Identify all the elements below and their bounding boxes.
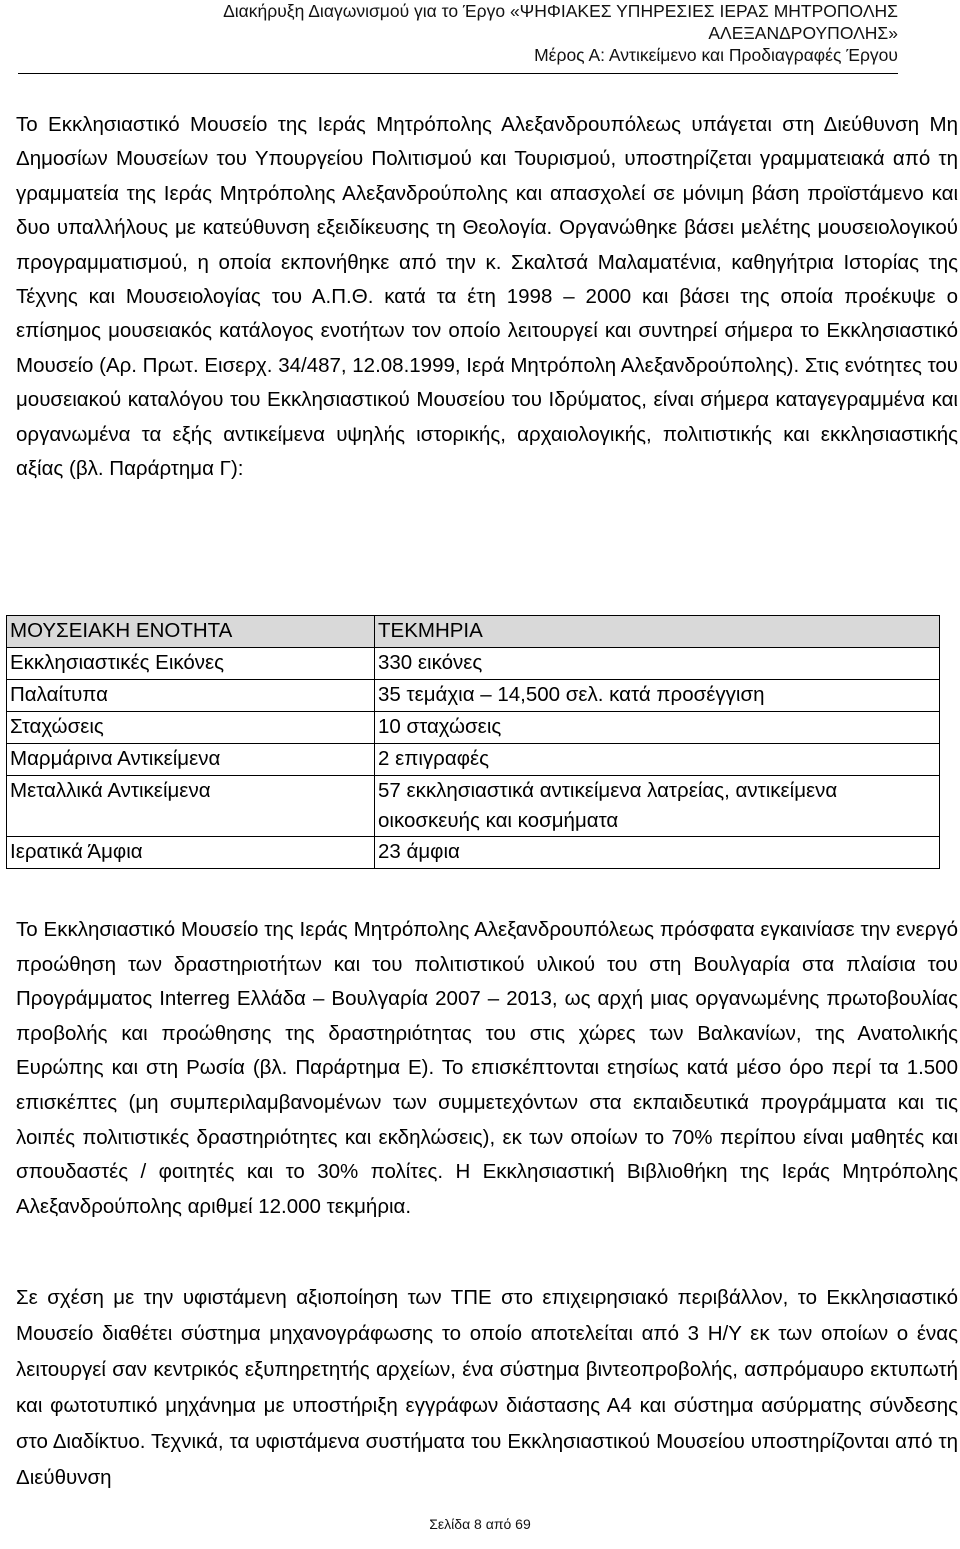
header-title-line-1: Διακήρυξη Διαγωνισμού για το Έργο «ΨΗΦΙΑΚΕΣ ΥΠΗΡΕΣΙΕΣ ΙΕΡΑΣ ΜΗΤΡΟΠΟΛΗΣ (223, 1, 898, 21)
table-cell-items: 35 τεμάχια – 14,500 σελ. κατά προσέγγιση (375, 680, 940, 712)
table-cell-items: 330 εικόνες (375, 648, 940, 680)
table-cell-unit: Ιερατικά Άμφια (7, 837, 375, 869)
page-header (18, 0, 898, 66)
table-cell-unit: Σταχώσεις (7, 712, 375, 744)
table-row (7, 680, 940, 712)
page-number-footer: Σελίδα 8 από 69 (429, 1516, 531, 1532)
table-row (7, 648, 940, 680)
paragraph-ict-infrastructure: Σε σχέση με την υφιστάμενη αξιοποίηση των ΤΠΕ στο επιχειρησιακό περιβάλλον, το Εκκλησιαστικό Μουσείο διαθέτει σύστημα μηχανογράφωσης το οποίο αποτελείται από 3 Η/Υ εκ των οποίων ο ένας λειτουργεί σαν κεντρικός εξυπηρετητής αρχείων, ένα σύστημα βιντεοπροβολής, ασπρόμαυρο εκτυπωτή και φωτοτυπικό μηχάνημα με υποστήριξη εγγράφων διάστασης Α4 και σύστημα ασύρματης σύνδεσης στο Διαδίκτυο. Τεχνικά, τα υφιστάμενα συστήματα του Εκκλησιαστικού Μουσείου υποστηρίζονται από τη Διεύθυνση (16, 1286, 958, 1489)
table-cell-items: 10 σταχώσεις (375, 712, 940, 744)
table-cell-unit: Παλαίτυπα (7, 680, 375, 712)
table-row (7, 712, 940, 744)
table-row (7, 837, 940, 869)
table-cell-unit: Μαρμάρινα Αντικείμενα (7, 744, 375, 776)
paragraph-museum-overview: Το Εκκλησιαστικό Μουσείο της Ιεράς Μητρόπολης Αλεξανδρουπόλεως υπάγεται στη Διεύθυνση Μη Δημοσίων Μουσείων του Υπουργείου Πολιτισμού και Τουρισμού, υποστηρίζεται γραμματειακά από τη γραμματεία της Ιεράς Μητρόπολης Αλεξανδρούπολης και απασχολεί σε μόνιμη βάση προϊστάμενο και δυο υπαλλήλους με κατεύθυνση εξειδίκευσης τη Θεολογία. Οργανώθηκε βάσει μελέτης μουσειολογικού προγραμματισμού, η οποία εκπονήθηκε από την κ. Σκαλτσά Μαλαματένια, καθηγήτρια Ιστορίας της Τέχνης και Μουσειολογίας του Α.Π.Θ. κατά τα έτη 1998 – 2000 και βάσει της οποία προέκυψε ο επίσημος μουσειακός κατάλογος ενοτήτων τον οποίο λειτουργεί και συντηρεί σήμερα το Εκκλησιαστικό Μουσείο (Αρ. Πρωτ. Εισερχ. 34/487, 12.08.1999, Ιερά Μητρόπολη Αλεξανδρούπολης). Στις ενότητες του μουσειακού καταλόγου του Εκκλησιαστικού Μουσείου του Ιδρύματος, είναι σήμερα καταγεγραμμένα και οργανωμένα τα εξής αντικείμενα υψηλής ιστορικής, αρχαιολογικής, πολιτιστικής και εκκλησιαστικής αξίας (βλ. Παράρτημα Γ): (16, 113, 958, 481)
column-header-unit: ΜΟΥΣΕΙΑΚΗ ΕΝΟΤΗΤΑ (7, 616, 375, 648)
paragraph-promotion-visitors: Το Εκκλησιαστικό Μουσείο της Ιεράς Μητρόπολης Αλεξανδρουπόλεως πρόσφατα εγκαινίασε την ενεργό προώθηση των δραστηριοτήτων και του πολιτιστικού υλικού του στη Βουλγαρία στα πλαίσια του Προγράμματος Interreg Ελλάδα – Βουλγαρία 2007 – 2013, ως αρχή μιας οργανωμένης πρωτοβουλίας προβολής και προώθησης της δραστηριότητας του στις χώρες των Βαλκανίων, της Ανατολικής Ευρώπης και στη Ρωσία (βλ. Παράρτημα Ε). Το επισκέπτονται ετησίως κατά μέσο όρο περί τα 1.500 επισκέπτες (μη συμπεριλαμβανομένων των συμμετεχόντων στα εκπαιδευτικά προγράμματα και τις λοιπές πολιτιστικές δραστηριότητες και εκδηλώσεις), εκ των οποίων το 70% περίπου είναι μαθητές και σπουδαστές / φοιτητές και το 30% πολίτες. Η Εκκλησιαστική Βιβλιοθήκη της Ιεράς Μητρόπολης Αλεξανδρούπολης αριθμεί 12.000 τεκμήρια. (16, 918, 958, 1218)
column-header-items: ΤΕΚΜΗΡΙΑ (375, 616, 940, 648)
header-divider (18, 73, 898, 74)
table-header-row (7, 616, 940, 648)
table-row (7, 776, 940, 837)
table-cell-unit: Εκκλησιαστικές Εικόνες (7, 648, 375, 680)
table-cell-unit: Μεταλλικά Αντικείμενα (7, 776, 375, 837)
header-title-line-2: ΑΛΕΞΑΝΔΡΟΥΠΟΛΗΣ» (708, 23, 898, 43)
museum-collection-table (6, 615, 940, 869)
table-row (7, 744, 940, 776)
table-cell-items: 2 επιγραφές (375, 744, 940, 776)
table-cell-items: 23 άμφια (375, 837, 940, 869)
table-cell-items: 57 εκκλησιαστικά αντικείμενα λατρείας, αντικείμενα οικοσκευής και κοσμήματα (375, 776, 940, 837)
header-section-title: Μέρος Α: Αντικείμενο και Προδιαγραφές Έργου (534, 45, 898, 65)
